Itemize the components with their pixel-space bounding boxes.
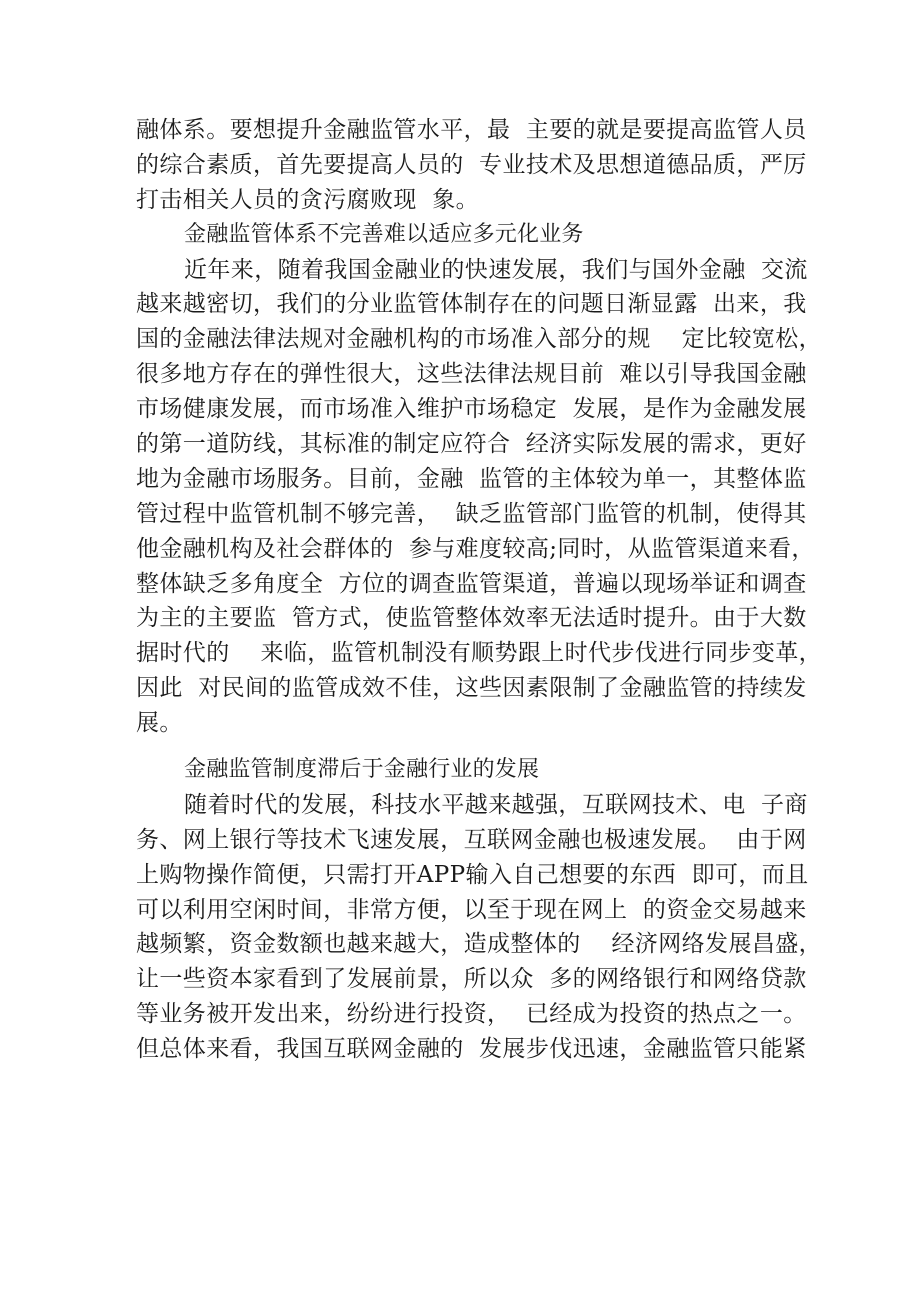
text-line: 随着时代的发展，科技水平越来越强，互联网技术、电 子商 bbox=[184, 791, 808, 818]
text-line: 的第一道防线，其标准的制定应符合 经济实际发展的需求，更好 bbox=[136, 431, 807, 458]
spacer bbox=[136, 741, 796, 753]
text-line: 上购物操作简便，只需打开APP输入自己想要的东西 即可，而且 bbox=[136, 861, 809, 888]
text-line: 等业务被开发出来，纷纷进行投资， 已经成为投资的热点之一。 bbox=[136, 1001, 807, 1028]
paragraph-1 bbox=[136, 113, 807, 218]
text-line: 展。 bbox=[136, 710, 183, 737]
text-line: 地为金融市场服务。目前，金融 监管的主体较为单一，其整体监 bbox=[136, 465, 807, 492]
text-line: 越来越密切，我们的分业监管体制存在的问题日渐显露 出来，我 bbox=[136, 291, 807, 318]
text-line: 因此 对民间的监管成效不佳，这些因素限制了金融监管的持续发 bbox=[136, 675, 807, 702]
document-page bbox=[136, 113, 823, 1067]
text-line: 很多地方存在的弹性很大，这些法律法规目前 难以引导我国金融 bbox=[136, 361, 807, 388]
section-heading-1: 金融监管体系不完善难以适应多元化业务 bbox=[184, 221, 584, 247]
text-line: 管过程中监管机制不够完善， 缺乏监管部门监管的机制，使得其 bbox=[136, 500, 807, 527]
text-line: 融体系。要想提升金融监管水平，最 主要的就是要提高监管人员 bbox=[136, 117, 807, 143]
text-line: 近年来，随着我国金融业的快速发展，我们与国外金融 交流 bbox=[184, 256, 808, 283]
text-line: 为主的主要监 管方式，使监管整体效率无法适时提升。由于大数 bbox=[136, 605, 807, 632]
text-line: 据时代的 来临，监管机制没有顺势跟上时代步伐进行同步变革， bbox=[136, 640, 823, 667]
text-line: 但总体来看，我国互联网金融的 发展步伐迅速，金融监管只能紧 bbox=[136, 1036, 807, 1063]
text-line: 打击相关人员的贪污腐败现 象。 bbox=[136, 186, 480, 213]
text-line: 让一些资本家看到了发展前景，所以众 多的网络银行和网络贷款 bbox=[136, 966, 807, 993]
text-line: 国的金融法律法规对金融机构的市场准入部分的规 定比较宽松， bbox=[136, 326, 823, 353]
text-line: 可以利用空闲时间，非常方便，以至于现在网上 的资金交易越来 bbox=[136, 896, 807, 923]
text-line: 市场健康发展，而市场准入维护市场稳定 发展，是作为金融发展 bbox=[136, 396, 807, 423]
text-line: 他金融机构及社会群体的 参与难度较高;同时，从监管渠道来看， bbox=[136, 535, 815, 562]
paragraph-3 bbox=[136, 788, 823, 1067]
text-line: 整体缺乏多角度全 方位的调查监管渠道，普遍以现场举证和调查 bbox=[136, 570, 807, 597]
text-line: 的综合素质，首先要提高人员的 专业技术及思想道德品质，严厉 bbox=[136, 151, 807, 178]
text-line: 务、网上银行等技术飞速发展，互联网金融也极速发展。 由于网 bbox=[136, 826, 807, 853]
paragraph-2 bbox=[136, 253, 823, 741]
text-line: 越频繁，资金数额也越来越大，造成整体的 经济网络发展昌盛， bbox=[136, 931, 823, 958]
section-heading-2: 金融监管制度滞后于金融行业的发展 bbox=[184, 757, 540, 783]
